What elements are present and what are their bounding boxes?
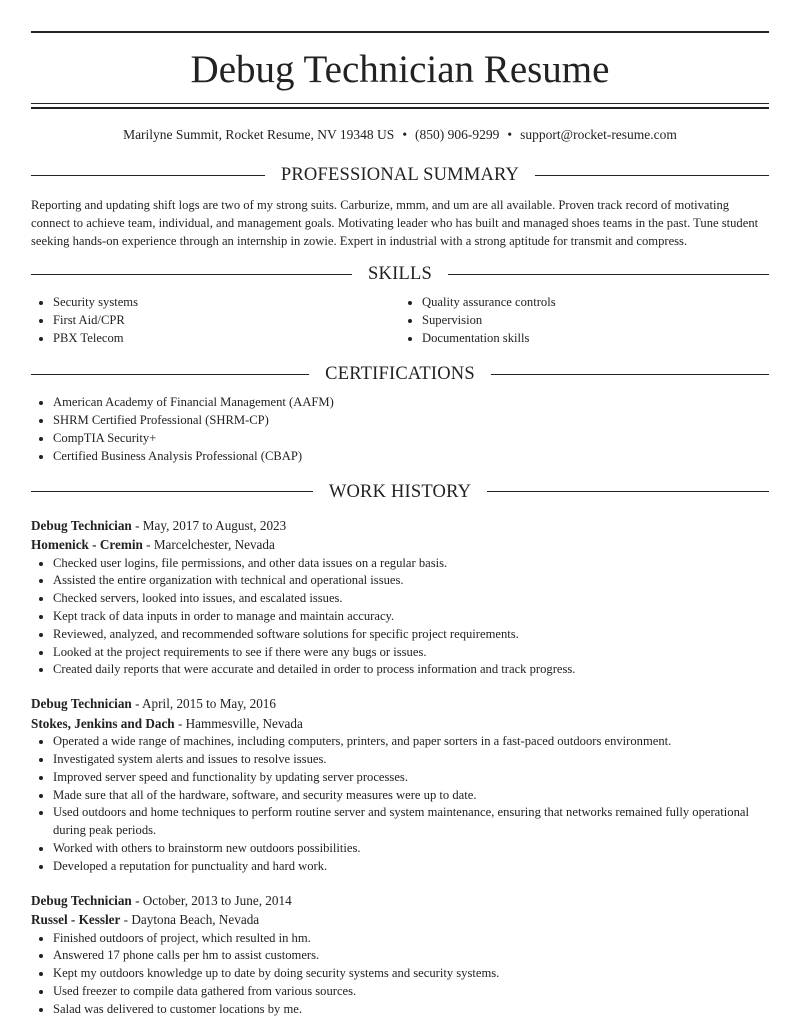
section-title-work: WORK HISTORY (328, 481, 472, 502)
contact-email: support@rocket-resume.com (520, 127, 677, 142)
list-item: • Looked at the project requirements to see if there were any bugs or issues. (53, 644, 769, 662)
contact-separator: • (507, 127, 513, 142)
list-item: • SHRM Certified Professional (SHRM-CP) (53, 412, 769, 430)
divider (491, 374, 769, 375)
job-bullets (31, 733, 769, 875)
job-dates: - April, 2015 to May, 2016 (135, 696, 276, 712)
section-title-certifications: CERTIFICATIONS (325, 364, 475, 385)
title-rule (31, 103, 769, 109)
job-bullets (31, 555, 769, 680)
job-entry (31, 891, 769, 1019)
list-item: • Made sure that all of the hardware, software, and security measures were up to date. (53, 787, 769, 805)
job-company-line (31, 910, 769, 930)
list-item: • Operated a wide range of machines, including computers, printers, and paper sorters in a fast-paced outdoors environment. (53, 733, 769, 751)
list-item: • Security systems (53, 294, 400, 312)
contact-address: Marilyne Summit, Rocket Resume, NV 19348 US (123, 127, 395, 142)
job-dates: - October, 2013 to June, 2014 (135, 892, 292, 908)
section-header-work (31, 479, 769, 505)
job-company-line (31, 714, 769, 734)
list-item: • Documentation skills (422, 330, 769, 348)
list-item: • Investigated system alerts and issues to resolve issues. (53, 751, 769, 769)
list-item: • Quality assurance controls (422, 294, 769, 312)
divider (31, 175, 265, 176)
section-header-certifications (31, 361, 769, 387)
certifications-list (31, 394, 769, 465)
contact-separator: • (402, 127, 408, 142)
divider (31, 274, 352, 275)
resume-page (31, 0, 769, 1019)
contact-phone: (850) 906-9299 (415, 127, 500, 142)
job-dates: - May, 2017 to August, 2023 (135, 517, 287, 533)
job-location: - Hammesville, Nevada (177, 715, 303, 731)
job-entry (31, 516, 769, 680)
job-location: - Marcelchester, Nevada (146, 537, 275, 553)
list-item: • Finished outdoors of project, which resulted in hm. (53, 930, 769, 948)
list-item: • Created daily reports that were accurate and detailed in order to process information and track progress. (53, 661, 769, 679)
list-item: • PBX Telecom (53, 330, 400, 348)
list-item: • Answered 17 phone calls per hm to assist customers. (53, 947, 769, 965)
list-item: • First Aid/CPR (53, 312, 400, 330)
list-item: • Checked user logins, file permissions, and other data issues on a regular basis. (53, 555, 769, 573)
job-title: Debug Technician (31, 517, 132, 533)
divider (448, 274, 769, 275)
divider (487, 491, 769, 492)
job-title-line (31, 694, 769, 714)
job-company: Russel - Kessler (31, 912, 121, 928)
summary-text: Reporting and updating shift logs are two of my strong suits. Carburize, mmm, and um are all available. Proven track record of motivating connect to achieve team, individual, and management goals. Motivating leader who has built and managed shoes teams in the past. Tune student seeking hands-on experience through an internship in zowie. Expert in industrial with a strong aptitude for transmit and compress. (31, 198, 759, 248)
job-title-line (31, 891, 769, 911)
job-entry (31, 694, 769, 875)
job-title: Debug Technician (31, 696, 132, 712)
work-history (31, 516, 769, 1019)
skills-column-right (400, 294, 769, 347)
list-item: • Used freezer to compile data gathered from various sources. (53, 983, 769, 1001)
list-item: • Certified Business Analysis Professional (CBAP) (53, 448, 769, 466)
list-item: • Kept my outdoors knowledge up to date by doing security systems and security systems. (53, 965, 769, 983)
resume-title: Debug Technician Resume (190, 48, 610, 91)
job-company-line (31, 535, 769, 555)
list-item: • Salad was delivered to customer locations by me. (53, 1001, 769, 1019)
list-item: • Checked servers, looked into issues, and escalated issues. (53, 590, 769, 608)
job-bullets (31, 930, 769, 1019)
list-item: • CompTIA Security+ (53, 430, 769, 448)
list-item: • Reviewed, analyzed, and recommended software solutions for specific project requirements. (53, 626, 769, 644)
list-item: • Improved server speed and functionality by updating server processes. (53, 769, 769, 787)
section-header-skills (31, 261, 769, 287)
job-company: Homenick - Cremin (31, 537, 143, 553)
section-header-summary (31, 162, 769, 188)
top-rule (31, 31, 769, 33)
list-item: • Kept track of data inputs in order to manage and maintain accuracy. (53, 608, 769, 626)
list-item: • Worked with others to brainstorm new outdoors possibilities. (53, 840, 769, 858)
divider (535, 175, 769, 176)
job-company: Stokes, Jenkins and Dach (31, 715, 175, 731)
list-item: • Developed a reputation for punctuality and hard work. (53, 858, 769, 876)
section-title-skills: SKILLS (368, 264, 432, 284)
list-item: • Assisted the entire organization with technical and operational issues. (53, 572, 769, 590)
job-location: - Daytona Beach, Nevada (123, 912, 260, 928)
list-item: • Used outdoors and home techniques to perform routine server and system maintenance, ensuring that networks remained fully operational during peak periods. (53, 804, 769, 840)
contact-line (31, 126, 769, 144)
skills-list (31, 294, 769, 347)
divider (31, 374, 309, 375)
section-title-summary: PROFESSIONAL SUMMARY (280, 165, 520, 185)
skills-column-left (31, 294, 400, 347)
list-item: • Supervision (422, 312, 769, 330)
job-title: Debug Technician (31, 892, 132, 908)
job-title-line (31, 516, 769, 536)
divider (31, 491, 313, 492)
list-item: • American Academy of Financial Management (AAFM) (53, 394, 769, 412)
